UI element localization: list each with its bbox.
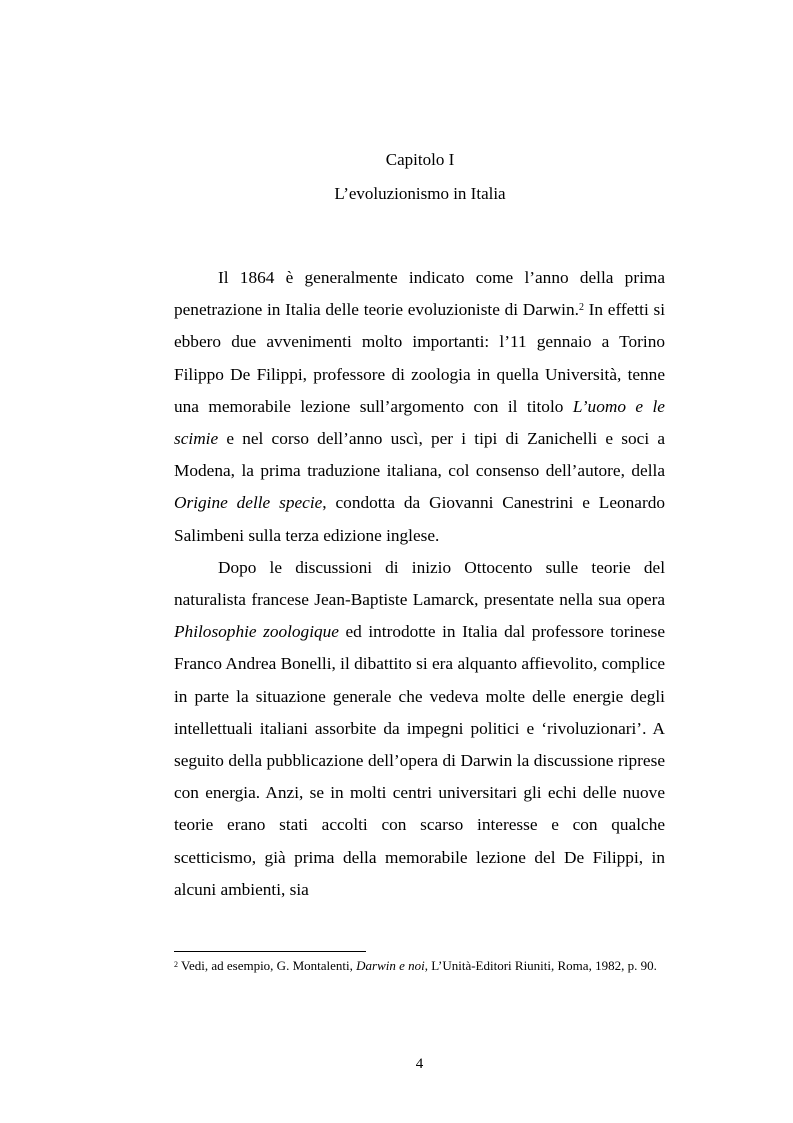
text-run: Dopo le discussioni di inizio Ottocento sulle teorie del naturalista francese Jean-Baptiste Lamarck, presentate nella sua opera xyxy=(174,557,665,610)
text-run: In effetti si ebbero due avvenimenti molto importanti: l’11 gennaio a Torino Filippo De Filippi, professore di zoologia in quella Università, tenne una memorabile lezione sull’argomento con il titolo xyxy=(174,300,665,416)
text-run: , condotta da Giovanni Canestrini e Leonardo Salimbeni sulla terza edizione inglese. xyxy=(174,493,665,545)
footnote-number: 2 xyxy=(174,960,178,969)
footnote-italic: Darwin e noi xyxy=(356,958,425,973)
paragraph xyxy=(174,552,665,906)
body-text xyxy=(174,262,665,906)
text-run: Il 1864 è generalmente indicato come l’anno della prima penetrazione in Italia delle teorie evoluzioniste di Darwin. xyxy=(174,268,665,320)
footnote-text: Vedi, ad esempio, G. Montalenti, xyxy=(178,958,357,973)
page-number: 4 xyxy=(415,1056,424,1072)
text-run: e nel corso dell’anno uscì, per i tipi di Zanichelli e soci a Modena, la prima traduzione italiana, col consenso dell’autore, della xyxy=(174,429,665,481)
italic-title: L’uomo e le scimie xyxy=(174,396,665,449)
italic-title: Origine delle specie xyxy=(174,493,323,513)
footnote-text: , L’Unità-Editori Riuniti, Roma, 1982, p. 90. xyxy=(424,958,657,973)
footnote-rule xyxy=(174,951,366,952)
paragraph xyxy=(174,262,665,552)
footnote xyxy=(174,957,665,975)
chapter-label: Capitolo I xyxy=(385,150,455,169)
footnote-marker: 2 xyxy=(578,302,584,314)
chapter-title: L’evoluzionismo in Italia xyxy=(334,184,506,203)
italic-title: Philosophie zoologique xyxy=(174,622,339,642)
text-run: ed introdotte in Italia dal professore torinese Franco Andrea Bonelli, il dibattito si era alquanto affievolito, complice in parte la situazione generale che vedeva molte delle energie degli intellettuali italiani assorbite da impegni politici e ‘rivoluzionari’. A seguito della pubblicazione dell’opera di Darwin la discussione riprese con energia. Anzi, se in molti centri universitari gli echi delle nuove teorie erano stati accolti con scarso interesse e con qualche scetticismo, già prima della memorabile lezione del De Filippi, in alcuni ambienti, sia xyxy=(174,622,665,899)
